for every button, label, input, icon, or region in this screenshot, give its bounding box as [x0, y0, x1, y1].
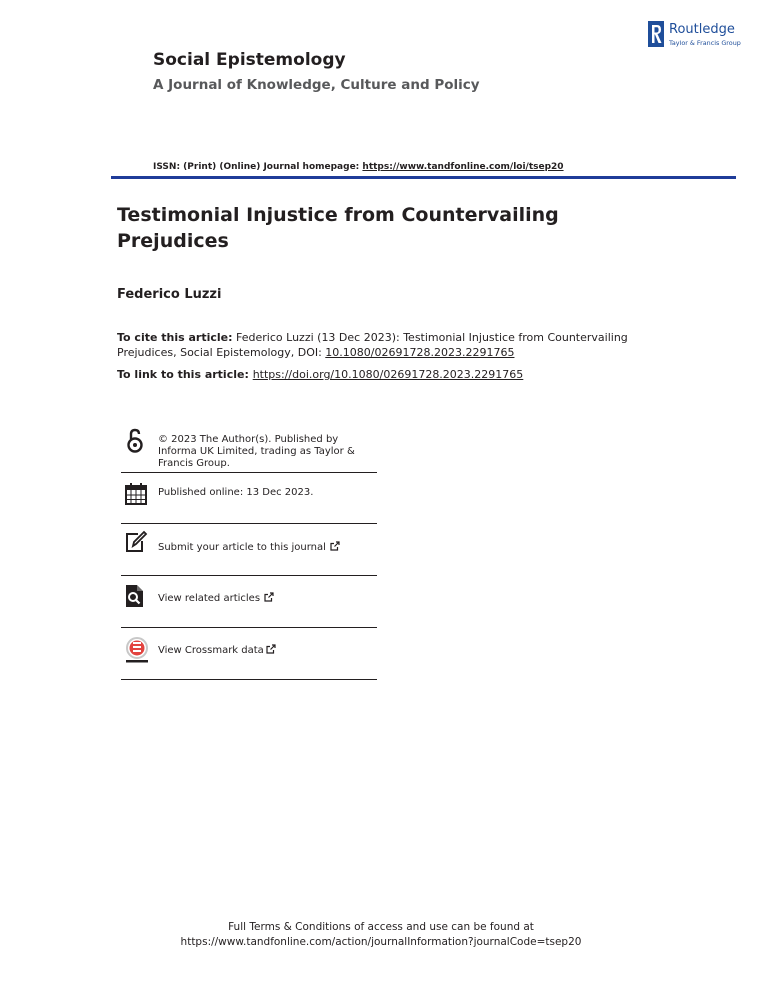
footer-terms-url[interactable]: https://www.tandfonline.com/action/journalInformation?journalCode=tsep20 — [180, 936, 582, 948]
footer-terms: Full Terms & Conditions of access and use can be found at — [228, 921, 534, 933]
article-url-link[interactable]: https://doi.org/10.1080/02691728.2023.2291765 — [252, 368, 524, 381]
citation — [117, 330, 677, 360]
header-divider — [111, 176, 736, 179]
external-link-icon — [266, 644, 276, 654]
doi-link[interactable]: 10.1080/02691728.2023.2291765 — [325, 346, 515, 359]
publisher-subtitle: Taylor & Francis Group — [669, 39, 741, 47]
copyright-row — [121, 424, 377, 473]
cite-label: To cite this article: — [117, 331, 233, 344]
external-link-icon — [264, 592, 274, 602]
crossmark-icon — [124, 636, 150, 664]
crossmark-link[interactable]: View Crossmark data — [158, 644, 380, 657]
edit-icon — [124, 530, 148, 554]
crossmark-row[interactable] — [121, 628, 377, 680]
journal-subtitle: A Journal of Knowledge, Culture and Policy — [153, 77, 480, 93]
issn-line — [153, 162, 564, 172]
calendar-icon — [124, 482, 148, 506]
publisher-logo — [648, 20, 748, 50]
search-document-icon — [124, 584, 146, 608]
publisher-name: Routledge — [669, 22, 735, 37]
routledge-logo-icon — [648, 21, 664, 47]
article-author: Federico Luzzi — [117, 287, 222, 302]
published-row — [121, 476, 377, 524]
journal-title: Social Epistemology — [153, 50, 346, 70]
related-articles-link[interactable]: View related articles — [158, 592, 380, 605]
article-title: Testimonial Injustice from Countervailing Prejudices — [117, 204, 559, 252]
open-access-icon — [124, 428, 146, 454]
link-label: To link to this article: — [117, 368, 253, 381]
related-articles-row[interactable] — [121, 576, 377, 628]
cite-text: Federico Luzzi (13 Dec 2023): Testimonial Injustice from Countervailing Prejudices, Social Epistemology, DOI: — [117, 331, 628, 359]
footer — [0, 920, 762, 950]
submit-article-row[interactable] — [121, 524, 377, 576]
issn-text: ISSN: (Print) (Online) Journal homepage: — [153, 162, 363, 172]
published-text: Published online: 13 Dec 2023. — [158, 487, 314, 498]
article-link — [117, 368, 523, 381]
copyright-text: © 2023 The Author(s). Published by Informa UK Limited, trading as Taylor & Francis Group. — [158, 434, 355, 469]
submit-article-link[interactable]: Submit your article to this journal — [158, 541, 380, 554]
external-link-icon — [330, 541, 340, 551]
journal-homepage-link[interactable]: https://www.tandfonline.com/loi/tsep20 — [362, 162, 564, 172]
